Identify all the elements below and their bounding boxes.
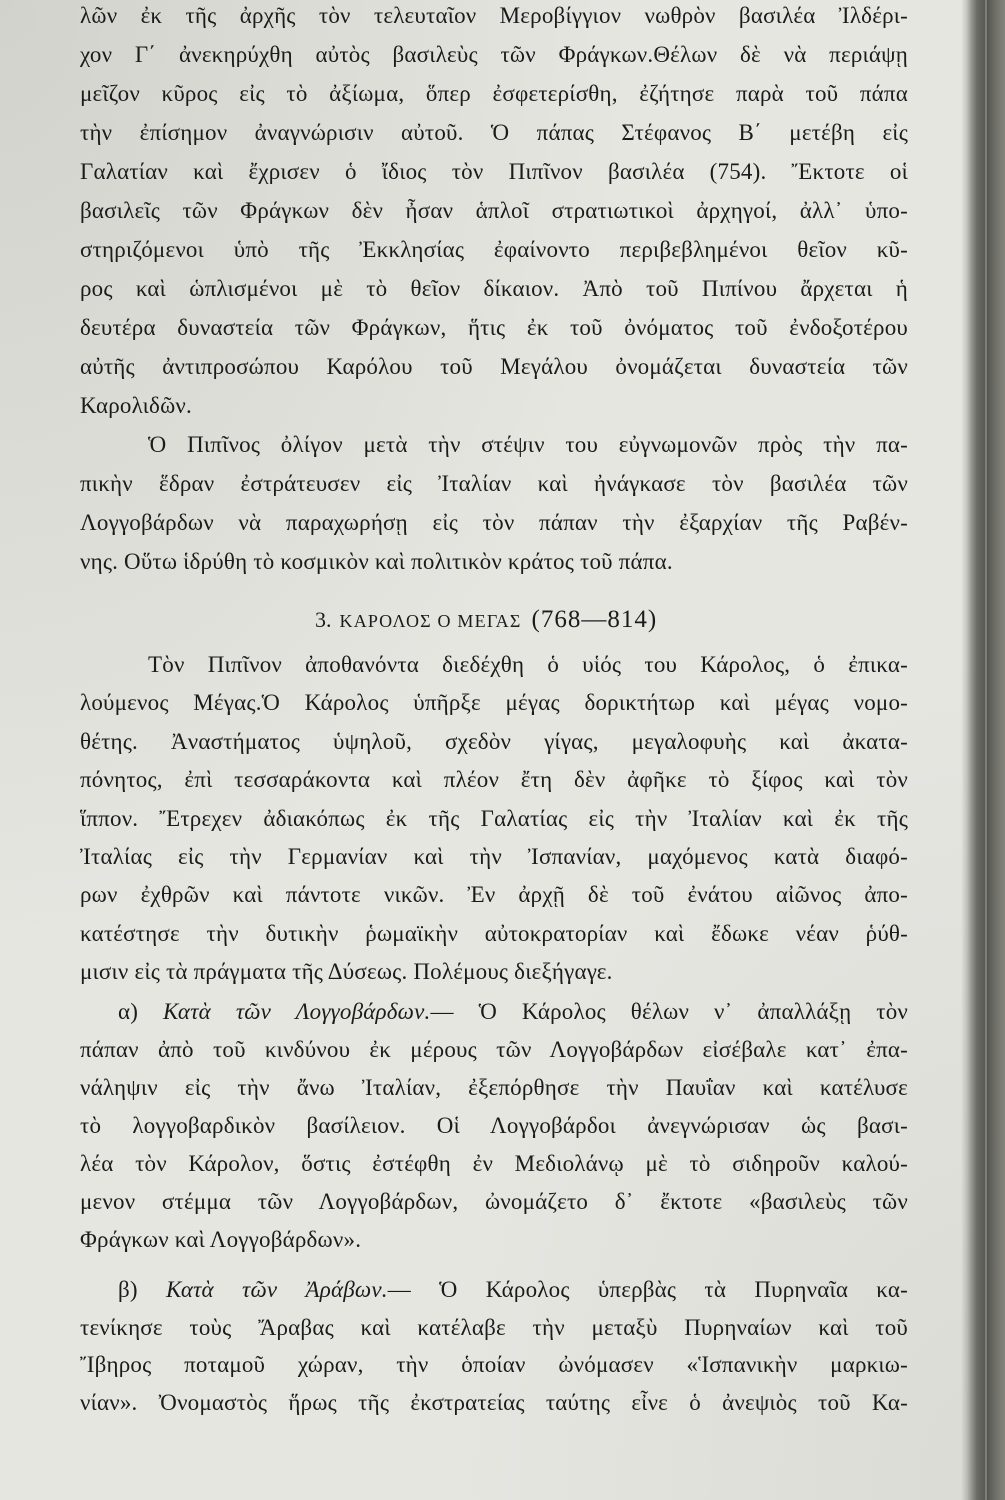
section-dates: (768—814) <box>531 606 658 633</box>
text-line: τὸ λογγοβαρδικὸν βασίλειον. Οἱ Λογγοβάρδοι ἀνεγνώρισαν ὡς βασι- <box>80 1113 908 1138</box>
text-line: αὐτῆς ἀντιπροσώπου Καρόλου τοῦ Μεγάλου ὀνομάζεται δυναστεία τῶν <box>80 354 908 379</box>
text-line: βασιλεῖς τῶν Φράγκων δὲν ἦσαν ἁπλοῖ στρατιωτικοὶ ἀρχηγοί, ἀλλ᾿ ὑπο- <box>80 198 908 223</box>
item-first-line-rest: — Ὁ Κάρολος θέλων ν᾿ ἀπαλλάξῃ τὸν <box>430 999 908 1024</box>
text-line: Γαλατίαν καὶ ἔχρισεν ὁ ἴδιος τὸν Πιπῖνον βασιλέα (754). Ἔκτοτε οἱ <box>80 159 908 184</box>
text-line: λούμενος Μέγας.Ὁ Κάρολος ὑπῆρξε μέγας δορικτήτωρ καὶ μέγας νομο- <box>80 690 908 716</box>
text-line: θέτης. Ἀναστήματος ὑψηλοῦ, σχεδὸν γίγας, μεγαλοφυὴς καὶ ἀκατα- <box>80 728 908 754</box>
item-label: α) <box>118 999 139 1024</box>
text-line: νάληψιν εἰς τὴν ἄνω Ἰταλίαν, ἐξεπόρθησε τὴν Παυΐαν καὶ κατέλυσε <box>80 1075 908 1100</box>
text-line: Ἴβηρος ποταμοῦ χώραν, τὴν ὁποίαν ὠνόμασεν «Ἱσπανικὴν μαρκιω- <box>80 1352 908 1378</box>
text-line: στηριζόμενοι ὑπὸ τῆς Ἐκκλησίας ἐφαίνοντο περιβεβλημένοι θεῖον κῦ- <box>80 237 908 262</box>
text-line: δευτέρα δυναστεία τῶν Φράγκων, ἥτις ἐκ τοῦ ὀνόματος τοῦ ἐνδοξοτέρου <box>80 315 908 340</box>
text-line: λῶν ἐκ τῆς ἀρχῆς τὸν τελευταῖον Μεροβίγγιον νωθρὸν βασιλέα Ἰλδέρι- <box>80 3 908 28</box>
text-line: τὴν ἐπίσημον ἀναγνώρισιν αὐτοῦ. Ὁ πάπας Στέφανος Β΄ μετέβη εἰς <box>80 120 908 145</box>
section-title: ΚΑΡΟΛΟΣ Ο ΜΕΓΑΣ <box>339 611 522 631</box>
section-intro <box>80 646 908 992</box>
paragraph-1 <box>80 0 908 425</box>
text-line: πάπαν ἀπὸ τοῦ κινδύνου ἐκ μέρους τῶν Λογγοβάρδων εἰσέβαλε κατ᾿ ἐπα- <box>80 1037 908 1062</box>
text-line: νίαν». Ὀνομαστὸς ἥρως τῆς ἐκστρατείας ταύτης εἶνε ὁ ἀνεψιὸς τοῦ Κα- <box>80 1390 908 1416</box>
text-line: μισιν εἰς τὰ πράγματα τῆς Δύσεως. Πολέμους διεξήγαγε. <box>80 959 613 985</box>
item-first-line <box>80 1271 908 1309</box>
page-edge-line <box>985 0 987 1500</box>
page-edge-shadow <box>961 0 1005 1500</box>
section-number: 3. <box>315 607 332 632</box>
text-line: χον Γ΄ ἀνεκηρύχθη αὐτὸς βασιλεὺς τῶν Φράγκων.Θέλων δὲ νὰ περιάψῃ <box>80 42 908 67</box>
text-line: ἵππον. Ἔτρεχεν ἀδιακόπως ἐκ τῆς Γαλατίας εἰς τὴν Ἰταλίαν καὶ ἐκ τῆς <box>80 805 908 831</box>
text-line: λέα τὸν Κάρολον, ὅστις ἐστέφθη ἐν Μεδιολάνῳ μὲ τὸ σιδηροῦν καλού- <box>80 1151 908 1176</box>
item-first-line <box>80 993 908 1031</box>
text-line: μενον στέμμα τῶν Λογγοβάρδων, ὠνομάζετο δ᾿ ἔκτοτε «βασιλεὺς τῶν <box>80 1189 908 1214</box>
item-label: β) <box>118 1277 138 1302</box>
text-line: κατέστησε τὴν δυτικὴν ῥωμαϊκὴν αὐτοκρατορίαν καὶ ἔδωκε νέαν ῥύθ- <box>80 920 908 946</box>
top-text-block <box>80 0 908 581</box>
text-line: Τὸν Πιπῖνον ἀποθανόντα διεδέχθη ὁ υἱός του Κάρολος, ὁ ἐπικα- <box>148 652 908 677</box>
text-line: τενίκησε τοὺς Ἄραβας καὶ κατέλαβε τὴν μεταξὺ Πυρηναίων καὶ τοῦ <box>80 1314 908 1340</box>
item-title: Κατὰ τῶν Ἀράβων. <box>165 1277 388 1302</box>
text-line: ρων ἐχθρῶν καὶ πάντοτε νικῶν. Ἐν ἀρχῇ δὲ τοῦ ἐνάτου αἰῶνος ἀπο- <box>80 882 908 908</box>
text-line: Ὁ Πιπῖνος ὀλίγον μετὰ τὴν στέψιν του εὐγνωμονῶν πρὸς τὴν πα- <box>148 432 908 457</box>
text-line: Φράγκων καὶ Λογγοβάρδων». <box>80 1227 362 1252</box>
item-title: Κατὰ τῶν Λογγοβάρδων. <box>163 999 431 1024</box>
text-line: Λογγοβάρδων νὰ παραχωρήσῃ εἰς τὸν πάπαν τὴν ἐξαρχίαν τῆς Ραβέν- <box>80 510 908 535</box>
text-line: πόνητος, ἐπὶ τεσσαράκοντα καὶ πλέον ἔτη δὲν ἀφῆκε τὸ ξίφος καὶ τὸν <box>80 767 908 793</box>
text-line: Καρολιδῶν. <box>80 393 192 418</box>
text-line: Ἰταλίας εἰς τὴν Γερμανίαν καὶ τὴν Ἰσπανίαν, μαχόμενος κατὰ διαφό- <box>80 844 908 870</box>
section-heading <box>315 600 657 640</box>
paragraph-2 <box>80 425 908 581</box>
text-line: ρος καὶ ὡπλισμένοι μὲ τὸ θεῖον δίκαιον. Ἀπὸ τοῦ Πιπίνου ἄρχεται ἡ <box>80 276 908 301</box>
text-line: νης. Οὕτω ἱδρύθη τὸ κοσμικὸν καὶ πολιτικὸν κράτος τοῦ πάπα. <box>80 549 673 574</box>
item-a-lombards <box>80 993 908 1259</box>
text-line: πικὴν ἕδραν ἐστράτευσεν εἰς Ἰταλίαν καὶ ἠνάγκασε τὸν βασιλέα τῶν <box>80 471 908 496</box>
text-line: μεῖζον κῦρος εἰς τὸ ἀξίωμα, ὅπερ ἐσφετερίσθη, ἐζήτησε παρὰ τοῦ πάπα <box>80 81 908 106</box>
item-b-arabs <box>80 1271 908 1422</box>
item-first-line-rest: — Ὁ Κάρολος ὑπερβὰς τὰ Πυρηναῖα κα- <box>387 1277 909 1302</box>
